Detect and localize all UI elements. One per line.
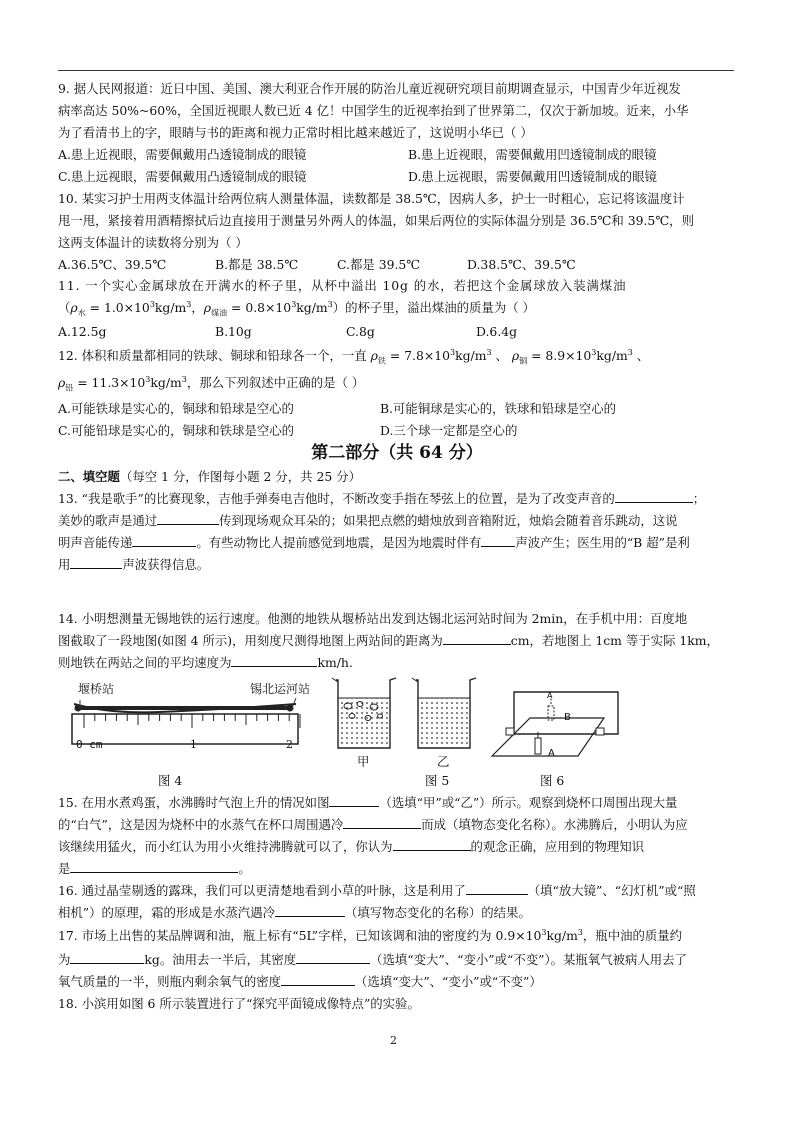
q10-option-d: D.38.5℃、39.5℃ — [467, 257, 576, 272]
q14-line1: 14. 小明想测量无锡地铁的运行速度。他测的地铁从堰桥站出发到达锡北运河站时间为 2min，在手机中用：百度地 — [58, 611, 688, 626]
candle-label-a: A — [548, 748, 555, 759]
station-right-label: 锡北运河站 — [250, 682, 311, 696]
q17-line2: 为 kg。油用去一半后，其密度 （选填“变大”、“变小”或“不变”）。某瓶氧气被病人用去了 — [58, 952, 687, 967]
q11-line2: （$\rho_水 = 1.0\times 10^3kg/m^3$，$\rho_{煤油} = 0.8\times 10^3kg/m^3$）的杯子里，溢出煤油的质量为（ ） — [58, 299, 535, 318]
q13-line2: 美妙的歌声是通过 传到现场观众耳朵的；如果把点燃的蜡烛放到音箱附近，烛焰会随着音乐跳动，这说 — [58, 513, 678, 528]
q11-line1: 11. 一个实心金属球放在开满水的杯子里，从杯中溢出 10g 的水，若把这个金属球放入装满煤油 — [58, 278, 627, 293]
q18-line1: 18. 小滨用如图 6 所示装置进行了“探究平面镜成像特点”的实验。 — [58, 996, 420, 1011]
q10-line2: 甩一甩，紧接着用酒精擦拭后边直接用于测量另外两人的体温，如果后两位的实际体温分别是 36.5℃和 39.5℃，则 — [58, 213, 694, 228]
image-label-a: A — [547, 691, 553, 700]
q17-line3: 氧气质量的一半，则瓶内剩余氧气的密度 （选填“变大”、“变小”或“不变”） — [58, 974, 542, 989]
station-left-label: 堰桥站 — [78, 682, 115, 696]
q14-line3: 则地铁在两站之间的平均速度为 km/h. — [58, 655, 353, 670]
ruler-tick-1: 1 — [190, 738, 197, 751]
q10-option-b: B.都是 38.5℃ — [215, 257, 299, 272]
mirror-setup-svg — [488, 678, 623, 768]
beaker-label-yi: 乙 — [437, 754, 450, 769]
fill-header: 二、填空题（每空 1 分，作图每小题 2 分，共 25 分） — [58, 469, 361, 484]
q12-option-b: B.可能铜球是实心的，铁球和铅球是空心的 — [380, 401, 617, 416]
header-rule — [58, 70, 734, 71]
q10-option-a: A.36.5℃、39.5℃ — [58, 257, 167, 272]
q9-option-b: B.患上近视眼，需要佩戴用凹透镜制成的眼镜 — [408, 147, 657, 162]
q17-line1: 17. 市场上出售的某品牌调和油，瓶上标有“5L”字样，已知该调和油的密度约为 $0.9\times 10^3kg/m^3$，瓶中油的质量约 — [58, 927, 683, 943]
q10-line1: 10. 某实习护士用两支体温计给两位病人测量体温，读数都是 38.5℃，因病人多，护士一时粗心，忘记将该温度计 — [58, 191, 685, 206]
figure-5-caption: 图 5 — [425, 773, 450, 788]
q9-option-c: C.患上远视眼，需要佩戴用凸透镜制成的眼镜 — [58, 169, 307, 184]
q9-option-d: D.患上远视眼，需要佩戴用凹透镜制成的眼镜 — [408, 169, 657, 184]
q9-line2: 病率高达 50%~60%，全国近视眼人数已近 4 亿！中国学生的近视率抬到了世界第二，仅次于新加坡。近来，小华 — [58, 103, 689, 118]
q16-line1: 16. 通过晶莹剔透的露珠，我们可以更清楚地看到小草的叶脉，这是利用了 （填“放大镜”、“幻灯机”或“照 — [58, 883, 696, 898]
q16-line2: 相机”）的原理，霜的形成是水蒸汽遇冷 （填写物态变化的名称）的结果。 — [58, 905, 531, 920]
figure-4-caption: 图 4 — [158, 773, 183, 788]
section-title: 第二部分（共 64 分） — [311, 443, 483, 463]
ruler-tick-2: 2 — [286, 738, 293, 751]
q15-line2: 的“白气”，这是因为烧杯中的水蒸气在杯口周围遇冷 而成（填物态变化名称）。水沸腾后，小明认为应 — [58, 817, 688, 832]
q11-option-a: A.12.5g — [58, 324, 107, 339]
q10-option-c: C.都是 39.5℃ — [337, 257, 421, 272]
q9-line1: 9. 据人民网报道：近日中国、美国、澳大利亚合作开展的防治儿童近视研究项目前期调查显示，中国青少年近视发 — [58, 81, 681, 96]
ruler-map-svg — [70, 690, 310, 770]
q13-line3: 明声音能传递 。有些动物比人提前感觉到地震，是因为地震时伴有 声波产生；医生用的“B 超”是利 — [58, 535, 690, 550]
q11-option-b: B.10g — [215, 324, 252, 339]
q12-line1: 12. 体积和质量都相同的铁球、铜球和铅球各一个，一直 $\rho_铁 = 7.8\times 10^3kg/m^3$ 、 $\rho_铜 = 8.9\times 10^3kg/m^3$ 、 — [58, 347, 650, 366]
q9-option-a: A.患上近视眼，需要佩戴用凸透镜制成的眼镜 — [58, 147, 307, 162]
q14-line2: 图截取了一段地图(如图 4 所示)，用刻度尺测得地图上两站间的距离为 cm，若地图上 1cm 等于实际 1km， — [58, 633, 719, 648]
q12-option-d: D.三个球一定都是空心的 — [380, 423, 518, 438]
image-label-b: B — [564, 712, 571, 723]
figure-6 — [488, 678, 623, 768]
beakers-svg — [330, 676, 480, 756]
q12-option-c: C.可能铅球是实心的，铜球和铁球是空心的 — [58, 423, 295, 438]
figure-6-caption: 图 6 — [540, 773, 565, 788]
figure-5 — [330, 676, 480, 772]
q15-line4: 是 。 — [58, 861, 251, 876]
page-number: 2 — [390, 1034, 397, 1047]
q15-line3: 该继续用猛火，而小红认为用小火维持沸腾就可以了，你认为 的观念正确，应用到的物理知识 — [58, 839, 645, 854]
q9-line3: 为了看清书上的字，眼睛与书的距离和视力正常时相比越来越近了，这说明小华已（ ） — [58, 125, 533, 140]
q15-line1: 15. 在用水煮鸡蛋，水沸腾时气泡上升的情况如图 （选填“甲”或“乙”）所示。观察到烧杯口周围出现大量 — [58, 795, 678, 810]
q13-line4: 用 声波获得信息。 — [58, 557, 210, 572]
ruler-tick-0: 0 cm — [76, 738, 103, 751]
beaker-label-jia: 甲 — [357, 754, 370, 769]
q12-option-a: A.可能铁球是实心的，铜球和铅球是空心的 — [58, 401, 294, 416]
q11-option-c: C.8g — [346, 324, 375, 339]
q13-line1: 13. “我是歌手”的比赛现象，吉他手弹奏电吉他时，不断改变手指在琴弦上的位置，是为了改变声音的 ； — [58, 491, 706, 506]
q10-line3: 这两支体温计的读数将分别为（ ） — [58, 235, 248, 250]
figure-4 — [70, 680, 310, 770]
q12-line2: $\rho_铅 = 11.3\times 10^3kg/m^3$，那么下列叙述中正确的是（ ） — [58, 374, 365, 393]
q11-option-d: D.6.4g — [476, 324, 518, 339]
